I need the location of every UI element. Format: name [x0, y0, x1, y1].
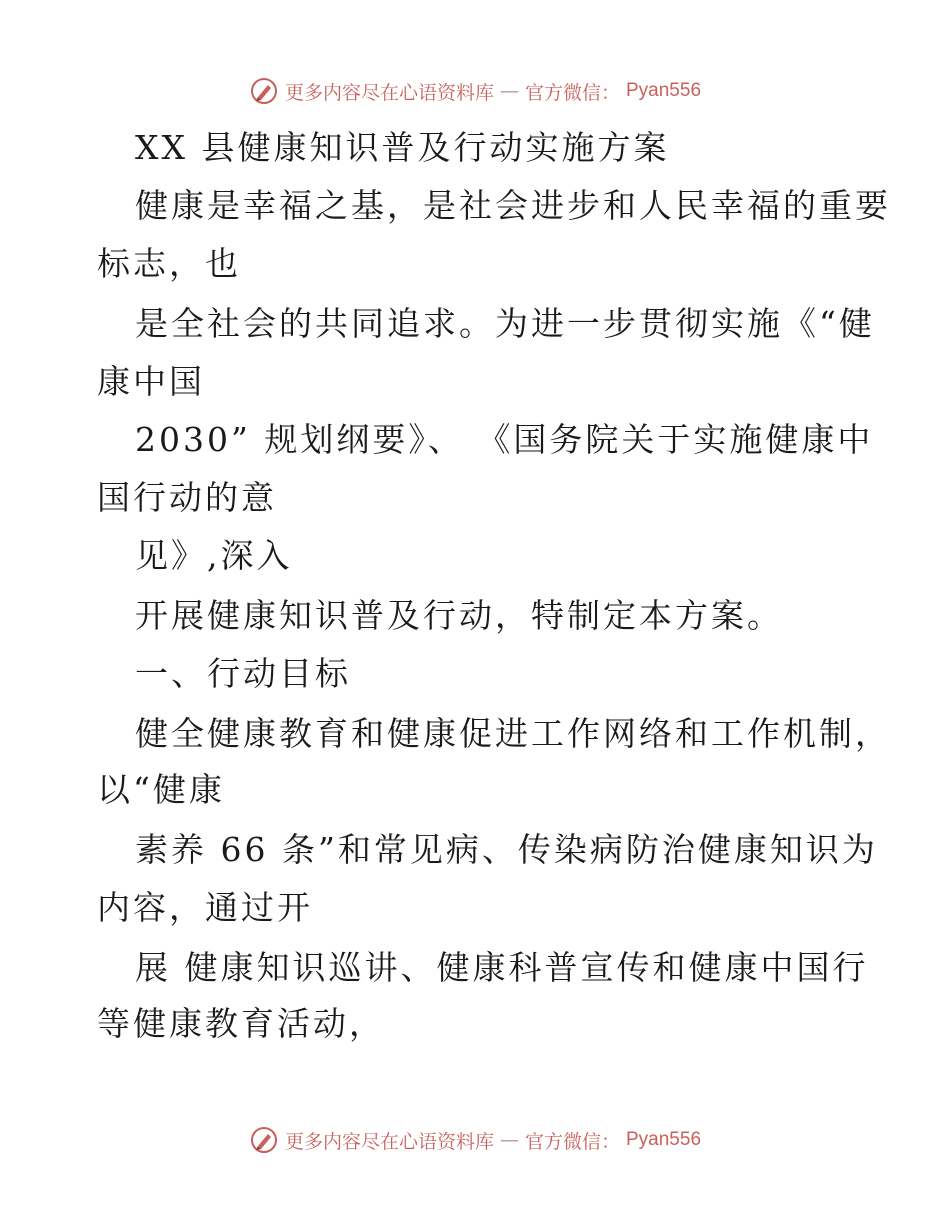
watermark-sub-text: 官方微信：: [524, 1130, 620, 1153]
watermark-main-text: 更多内容尽在心语资料库: [284, 1130, 494, 1153]
paragraph-line: 以“健康: [97, 770, 225, 809]
pen-logo-icon: [249, 1125, 279, 1155]
pen-logo-icon: [249, 76, 279, 106]
paragraph-line: 素养 66 条”和常见病、传染病防治健康知识为: [135, 830, 878, 869]
watermark-sub-text: 官方微信：: [524, 81, 620, 104]
watermark-separator: —: [499, 1129, 519, 1151]
paragraph-line: 2030” 规划纲要》、 《国务院关于实施健康中: [135, 420, 874, 459]
watermark-id: Pyan556: [626, 80, 702, 101]
paragraph-line: 展 健康知识巡讲、健康科普宣传和健康中国行: [135, 948, 869, 987]
paragraph-line: 康中国: [97, 362, 205, 401]
paragraph-line: 标志，也: [97, 244, 241, 283]
watermark-id: Pyan556: [626, 1129, 702, 1150]
watermark-separator: —: [499, 80, 519, 102]
paragraph-line: 是全社会的共同追求。为进一步贯彻实施《“健: [135, 304, 875, 343]
paragraph-line: 国行动的意: [97, 478, 277, 517]
paragraph-line: 见》,深入: [135, 536, 293, 575]
header-watermark: [0, 76, 950, 106]
paragraph-line: 健全健康教育和健康促进工作网络和工作机制，: [135, 714, 891, 753]
watermark-main-text: 更多内容尽在心语资料库: [284, 81, 494, 104]
footer-watermark: [0, 1125, 950, 1155]
paragraph-line: 等健康教育活动，: [97, 1004, 385, 1043]
paragraph-line: 开展健康知识普及行动，特制定本方案。: [135, 596, 783, 635]
paragraph-line: 内容，通过开: [97, 888, 313, 927]
section-heading: 一、行动目标: [135, 654, 351, 693]
document-title: XX 县健康知识普及行动实施方案: [135, 128, 670, 167]
paragraph-line: 健康是幸福之基，是社会进步和人民幸福的重要: [135, 186, 891, 225]
